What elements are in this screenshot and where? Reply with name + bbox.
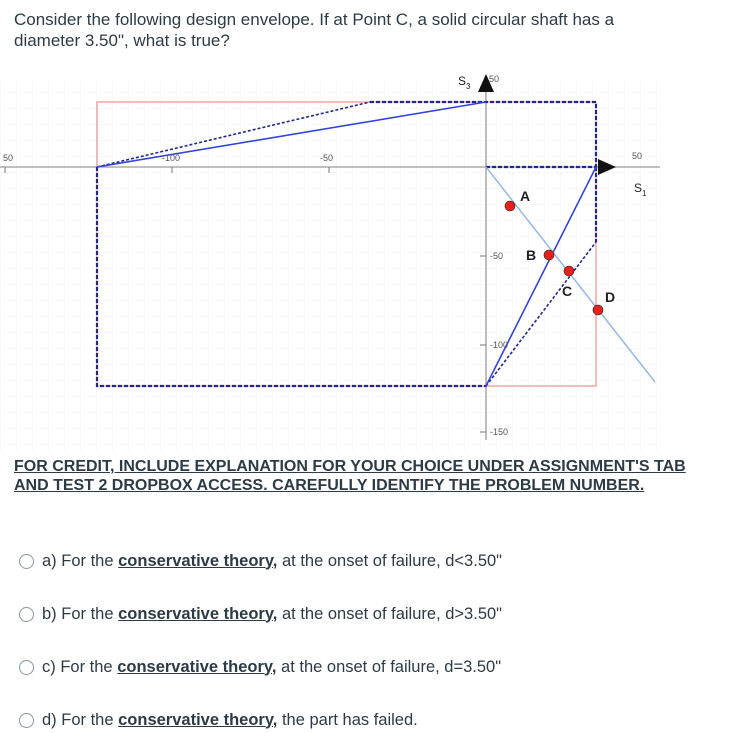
answer-a-prefix: a) For the [42, 551, 119, 570]
answer-d-suffix: the part has failed. [277, 710, 418, 729]
answer-a-term: conservative theory, [118, 551, 278, 570]
tick-label-v-neg150: -150 [490, 427, 509, 437]
answer-d-term: conservative theory, [118, 710, 278, 729]
point-d-label: D [605, 289, 616, 305]
instructions-text: FOR CREDIT, INCLUDE EXPLANATION FOR YOUR CHOICE UNDER ASSIGNMENT'S TAB AND TEST 2 DROPBOX ACCESS. CAREFULLY IDENTIFY THE PROBLEM NUMBER. [14, 458, 686, 494]
tick-label-v-neg100: -100 [490, 340, 509, 350]
s1-axis-label: $S_1$ [634, 181, 647, 198]
radio-a[interactable] [19, 554, 34, 569]
s3-axis-label: $S_3$ [458, 74, 471, 91]
answer-c-prefix: c) For the [42, 657, 118, 676]
answer-b-suffix: at the onset of failure, d>3.50" [277, 604, 503, 623]
tick-label-v-neg50: -50 [490, 251, 504, 261]
tick-label-h-50-left: 50 [3, 153, 14, 163]
point-d-marker [593, 305, 603, 315]
answer-c-term: conservative theory, [117, 657, 277, 676]
question-text: Consider the following design envelope. If at Point C, a solid circular shaft has a diameter 3.50", what is true? [14, 10, 615, 50]
design-envelope-figure [0, 60, 733, 455]
point-a-label: A [520, 188, 531, 204]
point-c-label: C [562, 283, 573, 299]
answer-a-suffix: at the onset of failure, d<3.50" [277, 551, 503, 570]
answer-option-a[interactable] [19, 548, 502, 574]
answer-option-b[interactable] [19, 601, 502, 627]
answer-b-term: conservative theory, [118, 604, 278, 623]
point-b-marker [544, 250, 554, 260]
design-envelope-diagram [0, 60, 733, 450]
answer-d-prefix: d) For the [42, 710, 119, 729]
answer-c-suffix: at the onset of failure, d=3.50" [276, 657, 502, 676]
radio-d[interactable] [19, 713, 34, 728]
tick-label-h-neg50: -50 [320, 153, 334, 163]
tick-label-h-pos50: 50 [632, 151, 643, 161]
answer-option-c[interactable] [19, 654, 501, 680]
tick-label-h-neg100: -100 [162, 153, 181, 163]
point-a-marker [505, 201, 515, 211]
point-c-marker [564, 266, 574, 276]
radio-b[interactable] [19, 607, 34, 622]
answer-b-prefix: b) For the [42, 604, 119, 623]
point-b-label: B [526, 247, 537, 263]
radio-c[interactable] [19, 660, 34, 675]
tick-label-v-pos50: 50 [489, 74, 500, 84]
grid-background [0, 80, 665, 450]
answer-option-d[interactable] [19, 707, 418, 733]
